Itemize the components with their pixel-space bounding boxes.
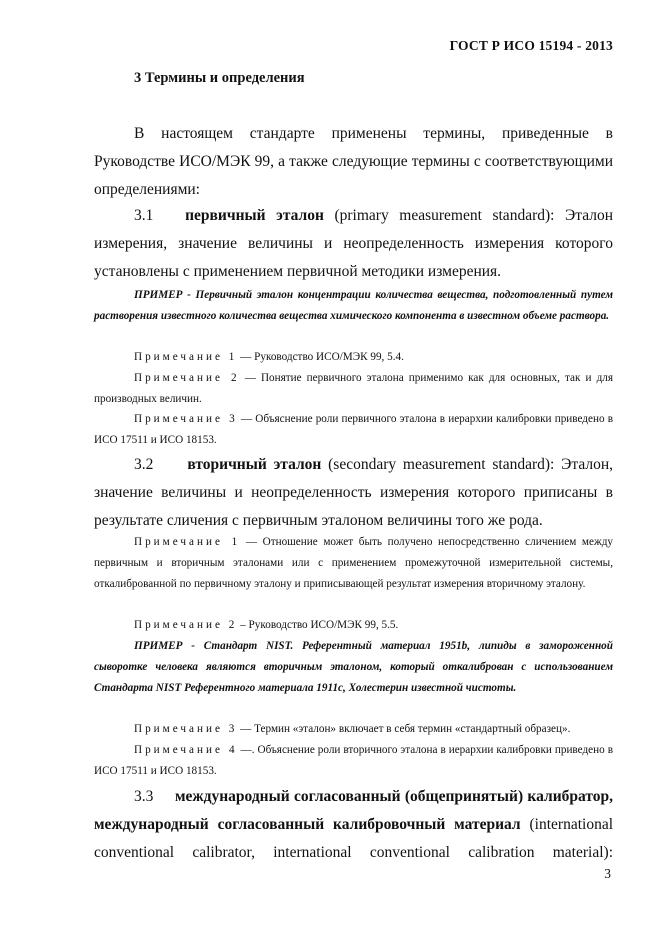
note-text: —. Объяснение роли вторичного эталона в иерархии калибровки приведено в ИСО 17511 и ИСО 18153.	[94, 744, 613, 777]
term-3-2-example-text: ПРИМЕР - Стандарт NIST. Референтный материал 1951b, липиды в замороженной сыворотке человека являются вторичным эталоном, который откалиброван с использованием Стандарта NIST Референтного материала 1911c, Холестерин известной чистоты.	[94, 640, 613, 694]
term-3-2-definition	[94, 451, 613, 535]
term-3-2	[94, 451, 613, 535]
term-3-1-example	[94, 285, 613, 327]
term-3-1-example-text: ПРИМЕР - Первичный эталон концентрации количества вещества, подготовленный путем растворения известного количества вещества химического компонента в известном объеме раствора.	[94, 289, 613, 322]
term-3-3	[94, 783, 613, 867]
term-3-1-text: (primary measurement standard): Эталон измерения, значение величины и неопределенность измерения которого установлены с применением первичной методики измерения.	[94, 207, 614, 280]
term-3-1-note-2	[94, 368, 613, 410]
term-3-1-note-3	[94, 409, 613, 451]
note-label: Примечание 4	[134, 744, 238, 756]
section-title: 3 Термины и определения	[134, 70, 305, 86]
term-3-2-note-2	[94, 615, 613, 636]
note-text: — Руководство ИСО/МЭК 99, 5.4.	[237, 351, 404, 363]
note-label: Примечание 2	[134, 619, 238, 631]
intro-text: В настоящем стандарте применены термины, приведенные в Руководстве ИСО/МЭК 99, а также следующие термины с соответствующими определениями:	[94, 125, 613, 198]
term-3-1	[94, 202, 613, 286]
note-text: — Объяснение роли первичного эталона в иерархии калибровки приведено в ИСО 17511 и ИСО 18153.	[94, 413, 613, 446]
note-label: Примечание 2	[134, 372, 240, 384]
standard-header: ГОСТ Р ИСО 15194 - 2013	[449, 38, 613, 53]
term-3-2-number: 3.2	[134, 456, 154, 473]
note-label: Примечание 3	[134, 723, 238, 735]
term-3-1-number: 3.1	[134, 207, 154, 224]
term-3-2-note-3	[94, 719, 613, 740]
term-3-2-text: (secondary measurement standard): Эталон, значение величины и неопределенность измерения которого приписаны в результате сличения с первичным эталоном величины того же рода.	[94, 456, 614, 529]
term-3-3-text: (international conventional calibrator, international conventional calibration material):	[94, 816, 614, 861]
intro-paragraph	[94, 120, 613, 204]
note-text: – Руководство ИСО/МЭК 99, 5.5.	[237, 619, 399, 631]
note-label: Примечание 1	[134, 351, 238, 363]
note-label: Примечание 1	[134, 536, 241, 548]
term-3-2-example	[94, 636, 613, 699]
term-3-1-note-1	[94, 347, 613, 368]
term-3-1-definition	[94, 202, 613, 286]
note-label: Примечание 3	[134, 413, 238, 425]
term-3-3-definition	[94, 783, 613, 867]
term-3-3-number: 3.3	[134, 788, 154, 805]
term-3-2-note-1	[94, 532, 613, 595]
term-3-2-note-4	[94, 740, 613, 782]
term-3-3-term: международный согласованный (общепринятый) калибратор, международный согласованный калибровочный материал	[94, 788, 614, 833]
note-text: — Понятие первичного эталона применимо как для основных, так и для производных величин.	[94, 372, 613, 405]
term-3-2-term: вторичный эталон	[187, 456, 322, 473]
note-text: — Отношение может быть получено непосредственно сличением между первичным и вторичным эталонами или с применением промежуточной измерительной системы, откалиброванной по первичному эталону и приписывающей результат измерения вторичному эталону.	[94, 536, 613, 590]
term-3-1-term: первичный эталон	[185, 207, 324, 224]
note-text: — Термин «эталон» включает в себя термин «стандартный образец».	[237, 723, 571, 735]
page-number: 3	[604, 866, 611, 881]
